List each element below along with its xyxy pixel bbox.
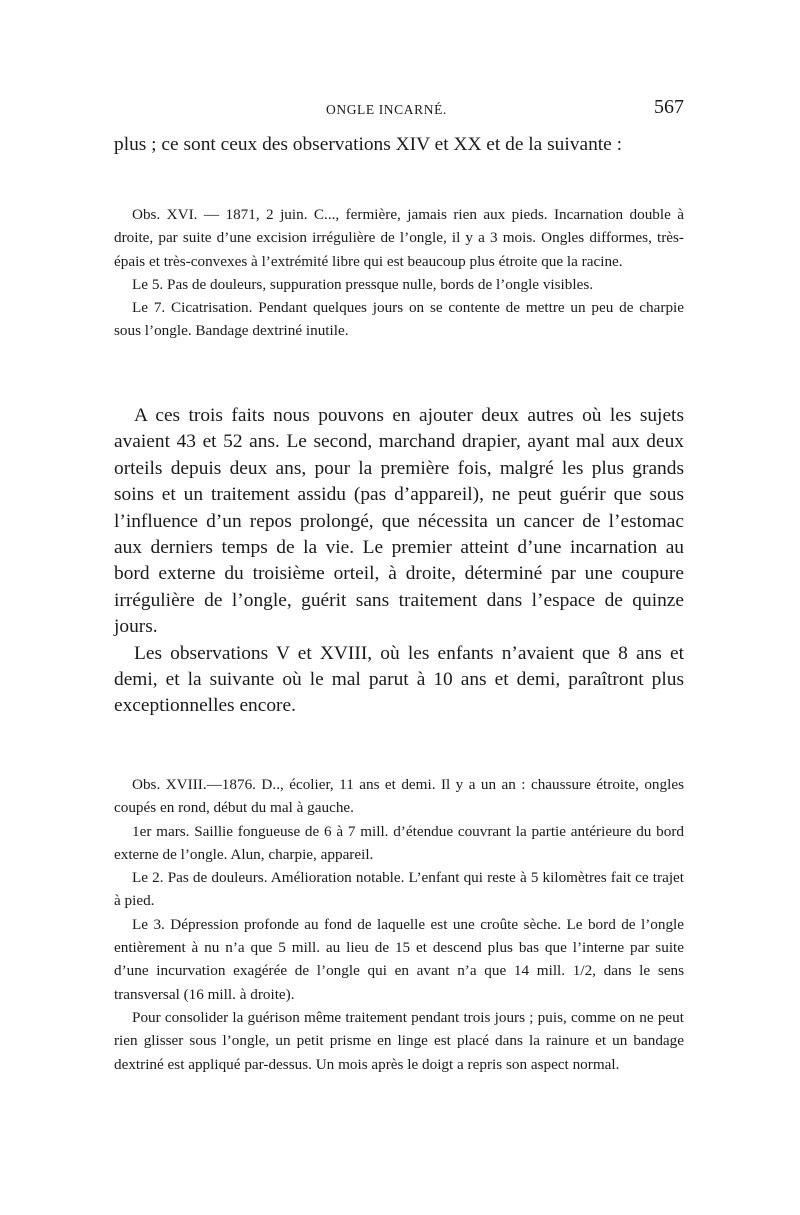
observation-xvi-entry-3: Le 7. Cicatrisation. Pendant quelques jours on se contente de mettre un peu de charpie sous l’ongle. Bandage dextriné inutile. <box>114 299 684 340</box>
observation-xviii-entry-1: Obs. XVIII.—1876. D.., écolier, 11 ans et demi. Il y a un an : chaussure étroite, ongles coupés en rond, début du mal à gauche. <box>114 776 684 817</box>
running-head-title: ONGLE INCARNÉ. <box>326 102 447 117</box>
page-number: 567 <box>654 96 684 118</box>
observation-xvi <box>114 203 684 343</box>
paragraph-continuation <box>114 132 684 158</box>
observation-xvi-entry-1: Obs. XVI. — 1871, 2 juin. C..., fermière, jamais rien aux pieds. Incarnation double à droite, par suite d’une excision irrégulière de l’ongle, il y a 3 mois. Ongles difformes, très-épais et très-convexes à l’extrémité libre qui est beaucoup plus étroite que la racine. <box>114 206 684 270</box>
paragraph-text: plus ; ce sont ceux des observations XIV et XX et de la suivante : <box>114 134 622 155</box>
observation-xviii-entry-2: 1er mars. Saillie fongueuse de 6 à 7 mill. d’étendue couvrant la partie antérieure du bord externe de l’ongle. Alun, charpie, appareil. <box>114 822 684 863</box>
observation-xviii-entry-5: Pour consolider la guérison même traitement pendant trois jours ; puis, comme on ne peut rien glisser sous l’ongle, un petit prisme en linge est placé dans la rainure et un bandage dextriné est appliqué par-dessus. Un mois après le doigt a repris son aspect normal. <box>114 1008 684 1073</box>
paragraph-observations-v-xviii: Les observations V et XVIII, où les enfants n’avaient que 8 ans et demi, et la suivante où le mal parut à 10 ans et demi, paraîtront plus exceptionnelles encore. <box>114 642 684 717</box>
observation-xviii <box>114 773 684 1076</box>
running-head <box>114 96 684 126</box>
observation-xviii-entry-4: Le 3. Dépression profonde au fond de laquelle est une croûte sèche. Le bord de l’ongle entièrement à nu n’a que 5 mill. au lieu de 15 et descend plus bas que l’interne par suite d’une incurvation exagérée de l’ongle qui en avant n’a que 14 mill. 1/2, dans le sens transversal (16 mill. à droite). <box>114 915 684 1003</box>
paragraph-three-facts: A ces trois faits nous pouvons en ajouter deux autres où les sujets avaient 43 et 52 ans. Le second, marchand drapier, ayant mal aux deux orteils depuis deux ans, pour la première fois, malgré les plus grands soins et un traitement assidu (pas d’appareil), ne peut guérir que sous l’influence d’un repos prolongé, que nécessita un cancer de l’estomac aux derniers temps de la vie. Le premier atteint d’une incarnation au bord externe du troisième orteil, à droite, déterminé par une coupure irrégulière de l’ongle, guérit sans traitement dans l’espace de quinze jours. <box>114 405 684 638</box>
observation-xvi-entry-2: Le 5. Pas de douleurs, suppuration pressque nulle, bords de l’ongle visibles. <box>132 275 594 293</box>
observation-xviii-entry-3: Le 2. Pas de douleurs. Amélioration notable. L’enfant qui reste à 5 kilomètres fait ce trajet à pied. <box>114 869 684 910</box>
main-text <box>114 403 684 720</box>
